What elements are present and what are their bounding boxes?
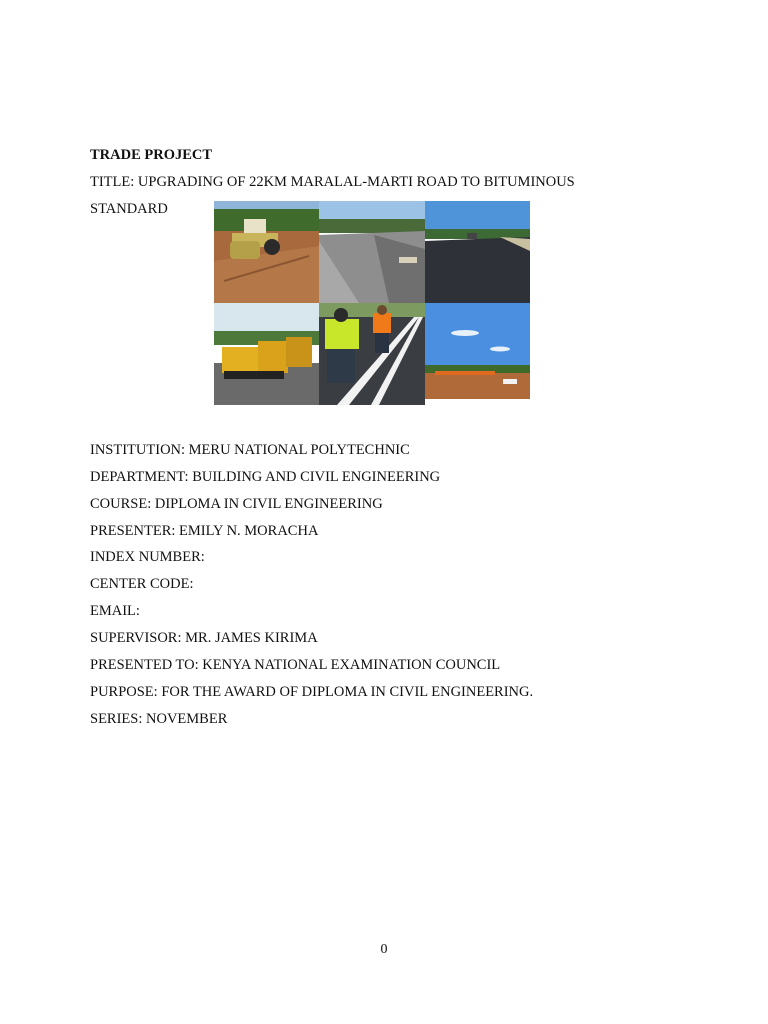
detail-department: DEPARTMENT: BUILDING AND CIVIL ENGINEERING <box>90 469 441 485</box>
construction-site-panorama-photo <box>425 303 530 405</box>
page-number: 0 <box>380 942 388 957</box>
road-roller-on-dirt-photo <box>214 201 319 303</box>
detail-purpose: PURPOSE: FOR THE AWARD OF DIPLOMA IN CIVIL ENGINEERING. <box>90 684 534 700</box>
detail-supervisor: SUPERVISOR: MR. JAMES KIRIMA <box>90 630 318 646</box>
detail-presented-to: PRESENTED TO: KENYA NATIONAL EXAMINATION COUNCIL <box>90 657 501 673</box>
detail-course: COURSE: DIPLOMA IN CIVIL ENGINEERING <box>90 496 383 512</box>
fresh-asphalt-road-photo <box>425 201 530 303</box>
paving-machines-photo <box>214 303 319 405</box>
detail-series: SERIES: NOVEMBER <box>90 711 228 727</box>
document-heading: TRADE PROJECT <box>90 147 213 163</box>
detail-presenter: PRESENTER: EMILY N. MORACHA <box>90 523 319 539</box>
project-title-line-1: TITLE: UPGRADING OF 22KM MARALAL-MARTI ROAD TO BITUMINOUS <box>90 174 575 190</box>
road-surface-with-marking-photo <box>319 201 425 303</box>
workers-painting-road-line-photo <box>319 303 425 405</box>
detail-index-number: INDEX NUMBER: <box>90 549 205 565</box>
detail-email: EMAIL: <box>90 603 140 619</box>
detail-institution: INSTITUTION: MERU NATIONAL POLYTECHNIC <box>90 442 410 458</box>
detail-center-code: CENTER CODE: <box>90 576 194 592</box>
road-construction-photo-collage <box>214 201 530 405</box>
project-title-line-2: STANDARD <box>90 201 168 217</box>
